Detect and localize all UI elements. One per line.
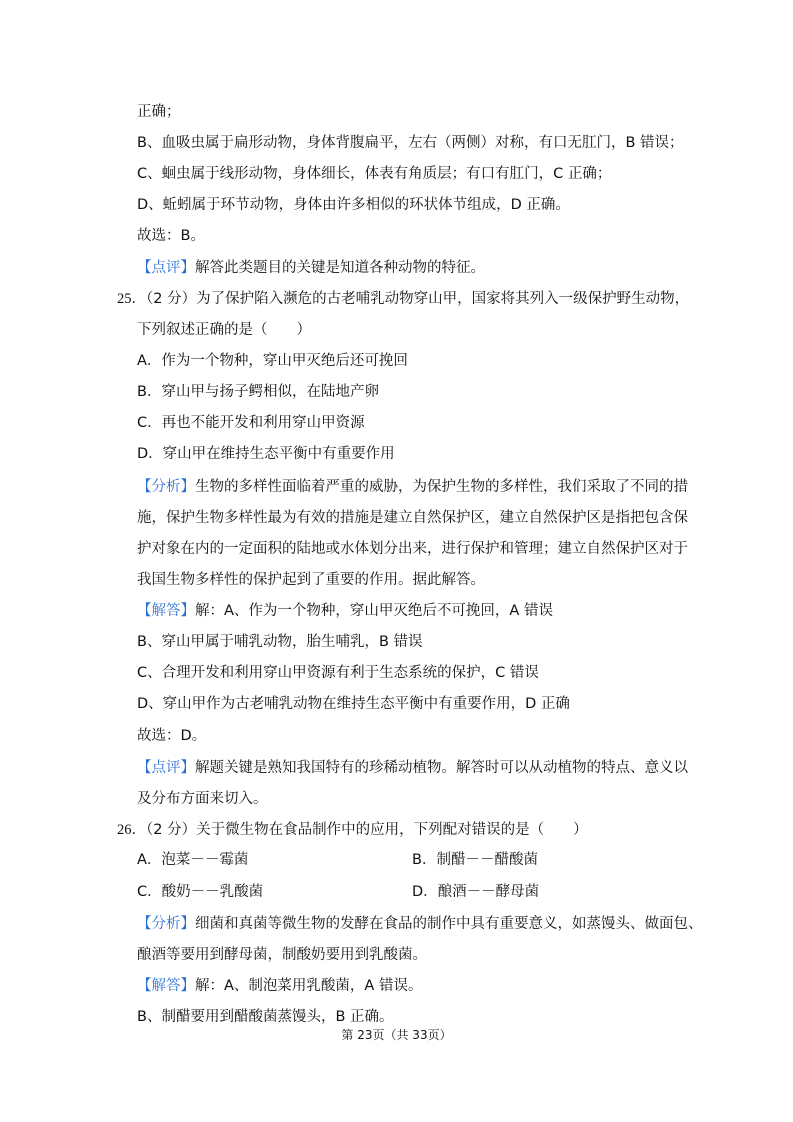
text-line: C、蛔虫属于线形动物，身体细长，体表有角质层；有口有肛门，C 正确； [137,166,612,182]
question-25-stem [117,289,689,309]
text-line: B、制醋要用到醋酸菌蒸馒头，B 正确。 [137,1009,394,1025]
comment-text: 解题关键是熟知我国特有的珍稀动植物。解答时可以从动植物的特点、意义以 [195,760,688,776]
analysis-line [137,477,688,497]
text-line: D、穿山甲作为古老哺乳动物在维持生态平衡中有重要作用，D 正确 [137,696,570,712]
text-line: 及分布方面来切入。 [137,791,268,807]
option-d: D．穿山甲在维持生态平衡中有重要作用 [137,446,395,462]
text-line: 下列叙述正确的是（ ） [137,322,311,338]
text-line: 护对象在内的一定面积的陆地或水体划分出来，进行保护和管理；建立自然保护区对于 [137,541,688,557]
option-c: C．酸奶－－乳酸菌 [137,884,264,900]
question-26-stem [117,820,588,840]
comment-text: 解答此类题目的关键是知道各种动物的特征。 [195,260,485,276]
comment-line [137,258,485,278]
text-line: 正确； [137,104,181,120]
question-number: 26． [117,822,146,838]
text-line: 施，保护生物多样性最为有效的措施是建立自然保护区，建立自然保护区是指把包含保 [137,510,688,526]
answer-line [137,601,553,621]
answer-text: 解：A、制泡菜用乳酸菌，A 错误。 [195,978,423,994]
question-stem-text: （2 分）为了保护陷入濒危的古老哺乳动物穿山甲，国家将其列入一级保护野生动物， [146,291,690,307]
option-a: A．泡菜－－霉菌 [137,852,249,868]
question-number: 25． [117,291,146,307]
answer-line [137,976,422,996]
option-c: C．再也不能开发和利用穿山甲资源 [137,415,365,431]
text-line: D、蚯蚓属于环节动物，身体由许多相似的环状体节组成，D 正确。 [137,197,570,213]
analysis-tag: 【分析】 [137,916,195,932]
text-line: 酿酒等要用到酵母菌，制酸奶要用到乳酸菌。 [137,947,427,963]
text-line: B、血吸虫属于扁形动物，身体背腹扁平，左右（两侧）对称，有口无肛门，B 错误； [137,135,684,151]
text-line: B、穿山甲属于哺乳动物，胎生哺乳，B 错误 [137,634,423,650]
analysis-tag: 【分析】 [137,479,195,495]
option-a: A．作为一个物种，穿山甲灭绝后还可挽回 [137,353,408,369]
option-b: B．穿山甲与扬子鳄相似，在陆地产卵 [137,384,379,400]
text-line: 我国生物多样性的保护起到了重要的作用。据此解答。 [137,572,485,588]
answer-text: 解：A、作为一个物种，穿山甲灭绝后不可挽回，A 错误 [195,603,553,619]
analysis-line [137,914,703,934]
text-line: 故选：B。 [137,228,205,244]
option-b: B．制醋－－醋酸菌 [412,852,538,868]
text-line: 故选：D。 [137,728,207,744]
analysis-text: 生物的多样性面临着严重的威胁，为保护生物的多样性，我们采取了不同的措 [195,479,688,495]
page-footer: 第 23页（共 33页） [341,1028,452,1042]
option-d: D．酿酒－－酵母菌 [412,884,540,900]
comment-line [137,758,688,778]
comment-tag: 【点评】 [137,260,195,276]
question-stem-text: （2 分）关于微生物在食品制作中的应用，下列配对错误的是（ ） [146,822,588,838]
text-line: C、合理开发和利用穿山甲资源有利于生态系统的保护，C 错误 [137,665,539,681]
answer-tag: 【解答】 [137,978,195,994]
analysis-text: 细菌和真菌等微生物的发酵在食品的制作中具有重要意义，如蒸馒头、做面包、 [195,916,703,932]
comment-tag: 【点评】 [137,760,195,776]
answer-tag: 【解答】 [137,603,195,619]
